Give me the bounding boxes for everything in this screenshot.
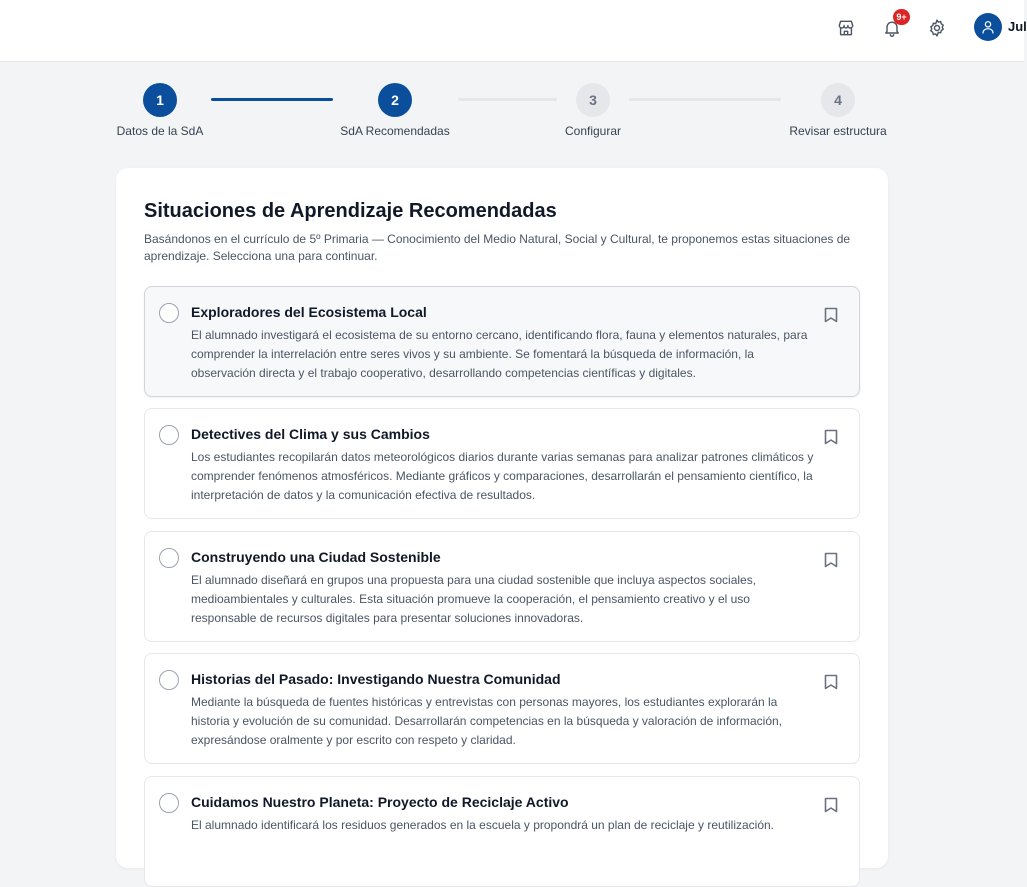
page-title: Situaciones de Aprendizaje Recomendadas: [144, 200, 557, 222]
option-title: Historias del Pasado: Investigando Nuestra Comunidad: [191, 671, 561, 687]
step-connector-3: [629, 98, 781, 101]
option-card[interactable]: [144, 653, 860, 764]
step-connector-1: [211, 98, 333, 101]
top-bar: [0, 0, 1027, 62]
bookmark-icon[interactable]: [823, 428, 839, 446]
bookmark-icon[interactable]: [823, 796, 839, 814]
step-2-label: SdA Recomendadas: [340, 124, 450, 138]
option-card[interactable]: [144, 776, 860, 887]
option-description: El alumnado identificará los residuos generados en la escuela y propondrá un plan de reciclaje y reutilización.: [191, 818, 775, 832]
option-description: Mediante la búsqueda de fuentes históricas y entrevistas con personas mayores, los estudiantes explorarán la historia y evolución de su comunidad. Desarrollarán competencias en la búsqueda y valoración de información, expresándose oralmente y por escrito con respeto y claridad.: [191, 695, 782, 747]
step-2-circle[interactable]: 2: [378, 83, 412, 117]
step-1-label: Datos de la SdA: [116, 124, 204, 138]
user-icon: [980, 19, 996, 35]
option-radio[interactable]: [159, 425, 179, 445]
step-3-label: Configurar: [564, 124, 622, 138]
option-description: El alumnado investigará el ecosistema de su entorno cercano, identificando flora, fauna y elementos naturales, para comprender la interrelación entre seres vivos y su ambiente. Se fomentará la búsqueda de información, la observación directa y el trabajo cooperativo, desarrollando competencias científicas y digitales.: [191, 328, 808, 380]
page-description: Basándonos en el currículo de 5º Primaria — Conocimiento del Medio Natural, Social y Cultural, te proponemos estas situaciones de aprendizaje. Selecciona una para continuar.: [144, 232, 851, 263]
notification-badge: 9+: [893, 9, 910, 25]
option-title: Cuidamos Nuestro Planeta: Proyecto de Reciclaje Activo: [191, 794, 569, 810]
option-description: Los estudiantes recopilarán datos meteorológicos diarios durante varias semanas para analizar patrones climáticos y comprender fenómenos atmosféricos. Mediante gráficos y comparaciones, desarrollarán el pensamiento científico, la interpretación de datos y la comunicación efectiva de resultados.: [191, 450, 814, 502]
store-icon[interactable]: [835, 17, 857, 39]
step-4-label: Revisar estructura: [789, 124, 887, 138]
bookmark-icon[interactable]: [823, 306, 839, 324]
option-title: Exploradores del Ecosistema Local: [191, 304, 427, 320]
option-title: Construyendo una Ciudad Sostenible: [191, 549, 441, 565]
user-avatar[interactable]: [974, 13, 1002, 41]
step-4-circle[interactable]: 4: [821, 83, 855, 117]
bookmark-icon[interactable]: [823, 673, 839, 691]
option-radio[interactable]: [159, 303, 179, 323]
step-1-circle[interactable]: 1: [143, 83, 177, 117]
option-radio[interactable]: [159, 670, 179, 690]
step-3-circle[interactable]: 3: [576, 83, 610, 117]
step-connector-2: [458, 98, 557, 101]
recommendations-card: [116, 168, 888, 868]
user-name[interactable]: Jul: [1008, 19, 1027, 34]
option-title: Detectives del Clima y sus Cambios: [191, 426, 430, 442]
option-card[interactable]: [144, 531, 860, 642]
option-radio[interactable]: [159, 548, 179, 568]
option-radio[interactable]: [159, 793, 179, 813]
option-description: El alumnado diseñará en grupos una propuesta para una ciudad sostenible que incluya aspectos sociales, medioambientales y culturales. Esta situación promueve la cooperación, el pensamiento creativo y el uso responsable de recursos digitales para presentar soluciones innovadoras.: [191, 573, 757, 625]
gear-icon[interactable]: [926, 17, 948, 39]
option-card[interactable]: [144, 286, 860, 397]
bookmark-icon[interactable]: [823, 551, 839, 569]
option-card[interactable]: [144, 408, 860, 519]
